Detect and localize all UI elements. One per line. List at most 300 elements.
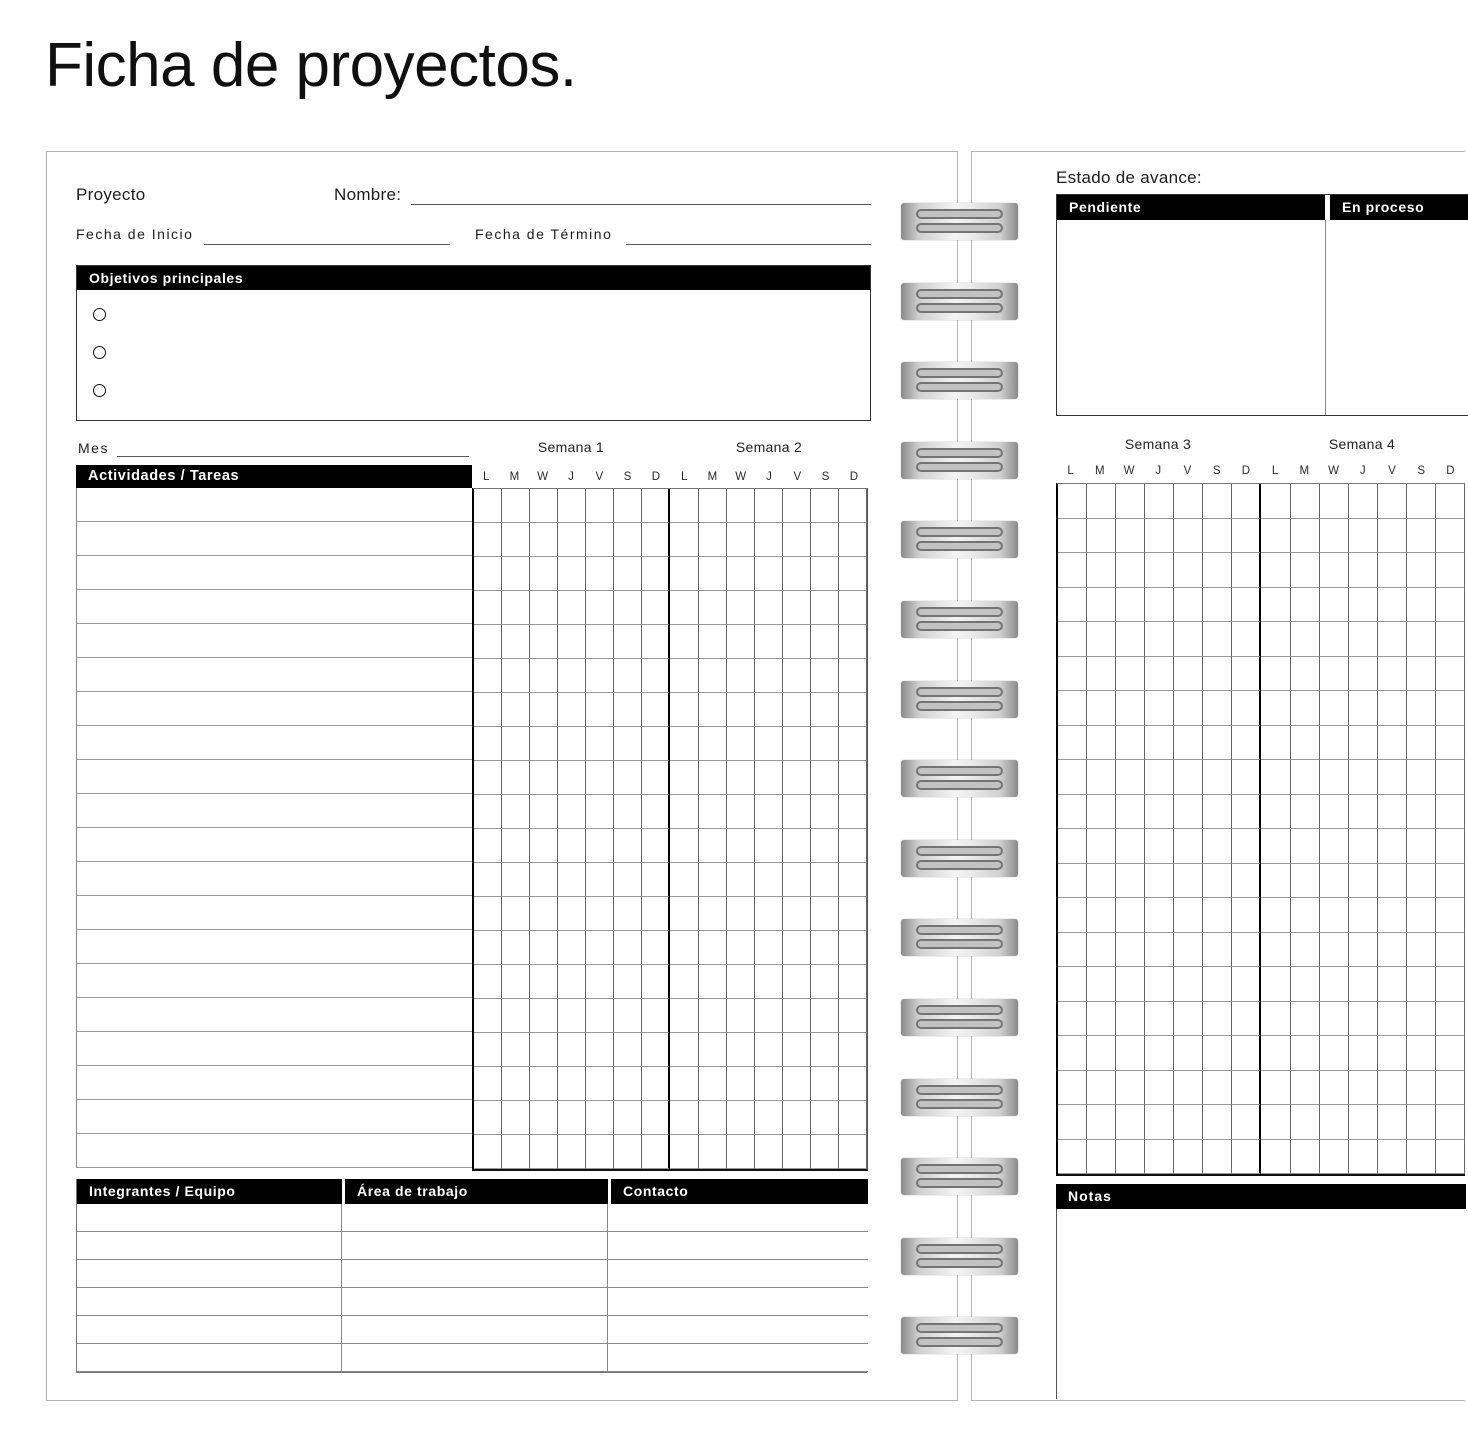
week2-label: Semana 2 <box>735 439 803 455</box>
schedule-cell <box>642 795 670 829</box>
schedule-cell <box>1145 829 1174 864</box>
schedule-cell <box>642 897 670 931</box>
schedule-cell <box>1436 967 1465 1002</box>
ring-slot <box>916 1337 1003 1347</box>
schedule-cell <box>699 999 727 1033</box>
schedule-cell <box>1203 829 1232 864</box>
binder-ring <box>901 840 1018 877</box>
schedule-cell <box>474 931 502 965</box>
schedule-cell <box>1320 967 1349 1002</box>
schedule-cell <box>502 965 530 999</box>
schedule-cell <box>642 965 670 999</box>
schedule-cell <box>1232 1071 1261 1106</box>
team-cell <box>608 1316 868 1344</box>
schedule-cell <box>699 523 727 557</box>
schedule-cell <box>642 727 670 761</box>
schedule-cell <box>1349 519 1378 554</box>
ring-slot <box>916 289 1003 299</box>
day-letter: D <box>1446 464 1455 477</box>
schedule-cell <box>1087 898 1116 933</box>
ring-slot <box>916 303 1003 313</box>
schedule-cell <box>1174 691 1203 726</box>
schedule-cell <box>755 1135 783 1169</box>
schedule-cell <box>1116 829 1145 864</box>
schedule-cell <box>839 1067 867 1101</box>
schedule-cell <box>1261 657 1290 692</box>
schedule-cell <box>1291 657 1320 692</box>
activity-row <box>77 1032 472 1066</box>
schedule-cell <box>1261 933 1290 968</box>
schedule-cell <box>811 897 839 931</box>
schedule-cell <box>783 659 811 693</box>
schedule-cell <box>1145 864 1174 899</box>
schedule-cell <box>1058 553 1087 588</box>
ring-slot <box>916 541 1003 551</box>
schedule-cell <box>502 1067 530 1101</box>
schedule-cell <box>1058 657 1087 692</box>
schedule-cell <box>558 965 586 999</box>
schedule-cell <box>755 523 783 557</box>
schedule-cell <box>699 1067 727 1101</box>
schedule-cell <box>642 489 670 523</box>
schedule-cell <box>670 625 698 659</box>
team-cell <box>342 1344 608 1372</box>
activities-header: Actividades / Tareas <box>76 465 472 488</box>
schedule-cell <box>727 795 755 829</box>
activity-row <box>77 692 472 726</box>
schedule-cell <box>502 693 530 727</box>
schedule-cell <box>839 693 867 727</box>
schedule-cell <box>642 523 670 557</box>
schedule-cell <box>1145 933 1174 968</box>
schedule-cell <box>1232 519 1261 554</box>
schedule-cell <box>614 1135 642 1169</box>
schedule-cell <box>1145 1002 1174 1037</box>
objective-bullet <box>93 308 106 321</box>
schedule-cell <box>530 1067 558 1101</box>
schedule-cell <box>811 727 839 761</box>
schedule-cell <box>1203 1105 1232 1140</box>
schedule-cell <box>1087 1002 1116 1037</box>
team-header-cell: Área de trabajo <box>342 1179 608 1204</box>
day-letter: D <box>849 470 858 483</box>
activity-row <box>77 896 472 930</box>
schedule-cell <box>1320 864 1349 899</box>
schedule-cell <box>670 523 698 557</box>
schedule-cell <box>642 761 670 795</box>
schedule-cell <box>614 1033 642 1067</box>
schedule-cell <box>755 795 783 829</box>
schedule-cell <box>1087 1105 1116 1140</box>
schedule-cell <box>755 1101 783 1135</box>
start-date-label: Fecha de Inicio <box>76 226 194 242</box>
schedule-cell <box>642 1135 670 1169</box>
schedule-cell <box>1232 829 1261 864</box>
activity-row <box>77 828 472 862</box>
schedule-cell <box>474 795 502 829</box>
schedule-cell <box>1261 1105 1290 1140</box>
schedule-cell <box>1378 1071 1407 1106</box>
schedule-cell <box>1291 1140 1320 1175</box>
schedule-cell <box>1320 588 1349 623</box>
team-header-cell: Contacto <box>608 1179 868 1204</box>
schedule-cell <box>1378 588 1407 623</box>
day-letter: S <box>1417 464 1425 477</box>
schedule-cell <box>530 1135 558 1169</box>
schedule-cell <box>1261 967 1290 1002</box>
schedule-cell <box>1349 829 1378 864</box>
schedule-cell <box>1407 726 1436 761</box>
schedule-cell <box>1116 588 1145 623</box>
schedule-cell <box>755 591 783 625</box>
schedule-cell <box>1116 484 1145 519</box>
schedule-cell <box>1058 864 1087 899</box>
schedule-cell <box>755 489 783 523</box>
schedule-cell <box>1291 1036 1320 1071</box>
schedule-cell <box>1261 622 1290 657</box>
schedule-cell <box>1203 795 1232 830</box>
day-letter: W <box>735 470 747 483</box>
schedule-cell <box>614 863 642 897</box>
schedule-cell <box>586 557 614 591</box>
day-letter: M <box>707 470 718 483</box>
schedule-cell <box>1291 553 1320 588</box>
schedule-cell <box>1232 898 1261 933</box>
schedule-cell <box>839 863 867 897</box>
schedule-cell <box>586 1101 614 1135</box>
team-cell <box>342 1232 608 1260</box>
activity-row <box>77 862 472 896</box>
schedule-cell <box>1320 553 1349 588</box>
schedule-cell <box>1174 553 1203 588</box>
schedule-cell <box>614 897 642 931</box>
schedule-cell <box>783 489 811 523</box>
schedule-cell <box>1291 898 1320 933</box>
schedule-cell <box>1174 622 1203 657</box>
schedule-cell <box>727 523 755 557</box>
schedule-cell <box>558 863 586 897</box>
schedule-cell <box>474 557 502 591</box>
schedule-cell <box>839 1101 867 1135</box>
schedule-cell <box>1261 1071 1290 1106</box>
schedule-cell <box>1174 864 1203 899</box>
schedule-cell <box>1116 795 1145 830</box>
schedule-cell <box>474 625 502 659</box>
schedule-cell <box>699 659 727 693</box>
schedule-cell <box>586 727 614 761</box>
day-letter: V <box>1183 464 1192 477</box>
schedule-cell <box>614 795 642 829</box>
schedule-cell <box>1203 898 1232 933</box>
schedule-cell <box>727 557 755 591</box>
schedule-cell <box>642 557 670 591</box>
schedule-cell <box>1436 726 1465 761</box>
schedule-cell <box>1407 760 1436 795</box>
schedule-cell <box>670 965 698 999</box>
schedule-grid-left <box>472 488 868 1171</box>
schedule-cell <box>1058 691 1087 726</box>
schedule-cell <box>1232 1140 1261 1175</box>
schedule-cell <box>1087 553 1116 588</box>
schedule-cell <box>614 659 642 693</box>
ring-slot <box>916 766 1003 776</box>
schedule-cell <box>1291 588 1320 623</box>
schedule-cell <box>1087 622 1116 657</box>
schedule-cell <box>1349 553 1378 588</box>
schedule-cell <box>783 1135 811 1169</box>
schedule-cell <box>1145 1140 1174 1175</box>
team-cell <box>77 1316 342 1344</box>
ring-slot <box>916 780 1003 790</box>
schedule-cell <box>1203 1036 1232 1071</box>
schedule-cell <box>474 693 502 727</box>
schedule-cell <box>727 931 755 965</box>
schedule-cell <box>614 999 642 1033</box>
schedule-cell <box>811 659 839 693</box>
schedule-cell <box>1320 1002 1349 1037</box>
schedule-cell <box>727 761 755 795</box>
schedule-cell <box>727 999 755 1033</box>
team-cell <box>608 1260 868 1288</box>
schedule-cell <box>1232 588 1261 623</box>
schedule-cell <box>586 999 614 1033</box>
schedule-cell <box>502 659 530 693</box>
schedule-cell <box>1320 1105 1349 1140</box>
schedule-cell <box>755 965 783 999</box>
schedule-cell <box>530 659 558 693</box>
schedule-cell <box>558 625 586 659</box>
schedule-cell <box>502 489 530 523</box>
schedule-cell <box>755 999 783 1033</box>
binder-ring <box>901 521 1018 558</box>
schedule-cell <box>1407 1036 1436 1071</box>
schedule-cell <box>699 931 727 965</box>
schedule-cell <box>1378 1105 1407 1140</box>
activity-row <box>77 624 472 658</box>
schedule-cell <box>1436 864 1465 899</box>
status-label: Estado de avance: <box>1056 168 1202 187</box>
schedule-cell <box>502 523 530 557</box>
schedule-cell <box>1087 795 1116 830</box>
schedule-cell <box>1116 1071 1145 1106</box>
schedule-cell <box>1436 795 1465 830</box>
schedule-cell <box>839 557 867 591</box>
schedule-cell <box>811 829 839 863</box>
schedule-cell <box>586 1067 614 1101</box>
schedule-cell <box>783 897 811 931</box>
schedule-cell <box>1436 829 1465 864</box>
schedule-cell <box>699 489 727 523</box>
day-letter: V <box>793 470 802 483</box>
day-letter: W <box>1328 464 1339 477</box>
team-cell <box>77 1260 342 1288</box>
schedule-cell <box>1203 484 1232 519</box>
schedule-cell <box>727 897 755 931</box>
schedule-cell <box>1320 1036 1349 1071</box>
schedule-cell <box>1436 1071 1465 1106</box>
schedule-cell <box>783 591 811 625</box>
schedule-cell <box>1232 967 1261 1002</box>
schedule-cell <box>727 1135 755 1169</box>
day-letter: S <box>623 470 632 483</box>
schedule-cell <box>1116 726 1145 761</box>
schedule-cell <box>1232 553 1261 588</box>
schedule-cell <box>1349 933 1378 968</box>
schedule-cell <box>1145 588 1174 623</box>
schedule-cell <box>699 829 727 863</box>
schedule-cell <box>1378 657 1407 692</box>
schedule-cell <box>1203 760 1232 795</box>
schedule-cell <box>586 693 614 727</box>
day-letter: J <box>1155 464 1162 477</box>
schedule-cell <box>530 591 558 625</box>
schedule-cell <box>1087 588 1116 623</box>
schedule-cell <box>502 557 530 591</box>
schedule-cell <box>670 659 698 693</box>
day-letter: W <box>1123 464 1135 477</box>
team-cell <box>77 1232 342 1260</box>
schedule-cell <box>1320 829 1349 864</box>
schedule-cell <box>1349 691 1378 726</box>
schedule-cell <box>1349 622 1378 657</box>
activity-row <box>77 556 472 590</box>
schedule-cell <box>1232 622 1261 657</box>
schedule-cell <box>755 1033 783 1067</box>
end-date-blank-line <box>626 228 871 245</box>
schedule-cell <box>1145 519 1174 554</box>
schedule-cell <box>1407 967 1436 1002</box>
schedule-cell <box>558 1033 586 1067</box>
ring-slot <box>916 209 1003 219</box>
schedule-cell <box>1378 1140 1407 1175</box>
schedule-cell <box>1145 898 1174 933</box>
schedule-cell <box>670 829 698 863</box>
schedule-cell <box>1232 1002 1261 1037</box>
schedule-cell <box>727 659 755 693</box>
right-page <box>971 151 1465 1401</box>
schedule-cell <box>1320 933 1349 968</box>
ring-slot <box>916 860 1003 870</box>
schedule-cell <box>1407 795 1436 830</box>
schedule-cell <box>1407 519 1436 554</box>
ring-slot <box>916 1019 1003 1029</box>
schedule-cell <box>558 795 586 829</box>
schedule-cell <box>699 557 727 591</box>
schedule-cell <box>502 727 530 761</box>
schedule-cell <box>1232 657 1261 692</box>
schedule-cell <box>1087 829 1116 864</box>
schedule-cell <box>1058 967 1087 1002</box>
schedule-cell <box>727 965 755 999</box>
team-cell <box>342 1316 608 1344</box>
schedule-cell <box>1407 933 1436 968</box>
schedule-cell <box>1436 519 1465 554</box>
activity-row <box>77 1134 472 1168</box>
schedule-cell <box>839 999 867 1033</box>
ring-slot <box>916 1164 1003 1174</box>
schedule-cell <box>642 829 670 863</box>
activity-row <box>77 760 472 794</box>
status-column-divider <box>1325 220 1326 415</box>
schedule-cell <box>530 625 558 659</box>
schedule-cell <box>502 999 530 1033</box>
schedule-cell <box>586 863 614 897</box>
schedule-cell <box>811 999 839 1033</box>
schedule-cell <box>699 1033 727 1067</box>
schedule-cell <box>1058 726 1087 761</box>
schedule-cell <box>1261 519 1290 554</box>
schedule-cell <box>558 727 586 761</box>
schedule-cell <box>755 931 783 965</box>
schedule-cell <box>755 1067 783 1101</box>
day-letter: V <box>595 470 604 483</box>
schedule-cell <box>1145 691 1174 726</box>
day-letter: L <box>1271 464 1279 477</box>
schedule-cell <box>1378 691 1407 726</box>
schedule-cell <box>1291 829 1320 864</box>
schedule-cell <box>1436 933 1465 968</box>
schedule-cell <box>783 931 811 965</box>
ring-slot <box>916 939 1003 949</box>
schedule-cell <box>1291 622 1320 657</box>
schedule-cell <box>558 829 586 863</box>
schedule-cell <box>1436 622 1465 657</box>
schedule-cell <box>1349 484 1378 519</box>
schedule-cell <box>614 523 642 557</box>
schedule-cell <box>839 761 867 795</box>
schedule-cell <box>1232 933 1261 968</box>
schedule-cell <box>839 795 867 829</box>
notes-box <box>1056 1209 1466 1399</box>
schedule-cell <box>727 1067 755 1101</box>
schedule-cell <box>558 693 586 727</box>
schedule-cell <box>586 965 614 999</box>
schedule-cell <box>1407 829 1436 864</box>
ring-slot <box>916 1258 1003 1268</box>
schedule-cell <box>642 659 670 693</box>
schedule-cell <box>474 863 502 897</box>
schedule-cell <box>1378 519 1407 554</box>
ring-slot <box>916 527 1003 537</box>
schedule-cell <box>1058 829 1087 864</box>
schedule-cell <box>558 659 586 693</box>
schedule-cell <box>558 557 586 591</box>
schedule-cell <box>530 1101 558 1135</box>
team-cell <box>342 1260 608 1288</box>
ring-slot <box>916 621 1003 631</box>
ring-slot <box>916 223 1003 233</box>
schedule-cell <box>783 795 811 829</box>
schedule-cell <box>1087 691 1116 726</box>
schedule-cell <box>1407 588 1436 623</box>
schedule-cell <box>1261 760 1290 795</box>
schedule-cell <box>839 1033 867 1067</box>
schedule-cell <box>1174 1002 1203 1037</box>
schedule-cell <box>614 965 642 999</box>
month-label: Mes <box>78 440 109 456</box>
schedule-cell <box>558 1135 586 1169</box>
schedule-cell <box>670 761 698 795</box>
schedule-cell <box>1203 1002 1232 1037</box>
schedule-cell <box>1261 691 1290 726</box>
schedule-cell <box>1232 1036 1261 1071</box>
schedule-cell <box>502 1135 530 1169</box>
schedule-cell <box>1436 1140 1465 1175</box>
schedule-cell <box>1116 967 1145 1002</box>
schedule-cell <box>783 523 811 557</box>
schedule-cell <box>502 863 530 897</box>
schedule-cell <box>530 897 558 931</box>
